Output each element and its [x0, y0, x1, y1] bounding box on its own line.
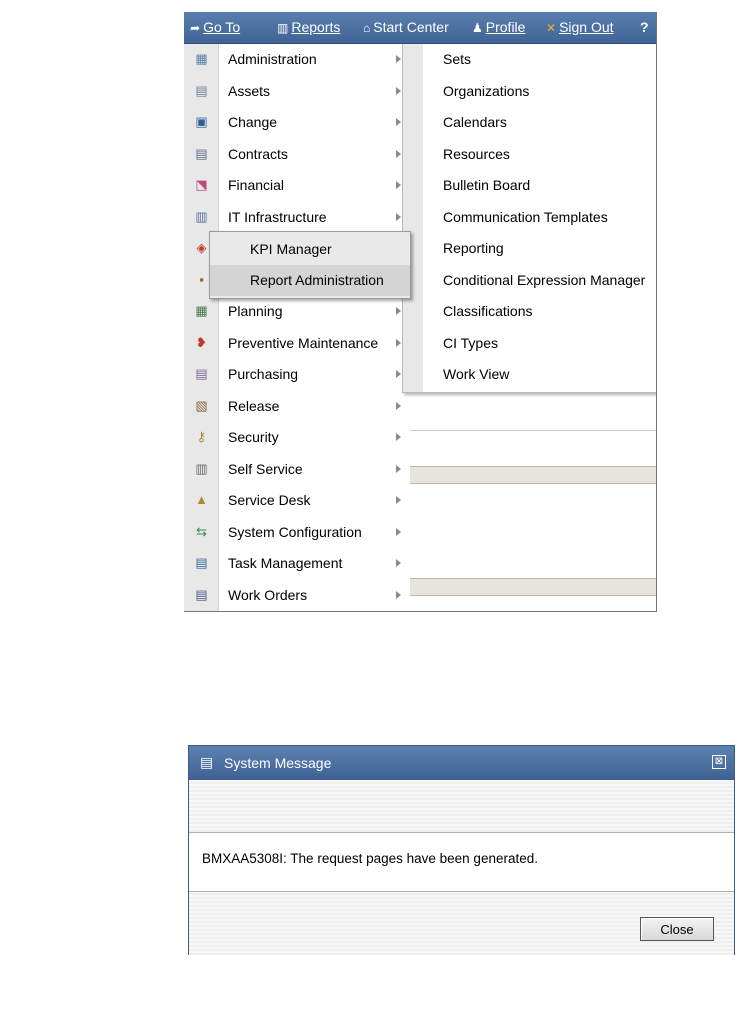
assets-icon: ▤	[195, 82, 208, 98]
kpi-manager-label: KPI Manager	[250, 241, 332, 257]
submenu-item-label: CI Types	[443, 334, 498, 351]
menu-item-self-service[interactable]	[184, 454, 410, 485]
reporting-popup-menu	[209, 231, 411, 299]
submenu-item[interactable]	[423, 76, 657, 107]
submenu-arrow-icon	[396, 339, 401, 347]
submenu-gutter	[403, 44, 423, 392]
submenu-item-label: Work View	[443, 366, 510, 382]
submenu-item-label: Sets	[443, 51, 472, 67]
submenu-arrow-icon	[396, 591, 401, 599]
administration-submenu	[402, 44, 657, 393]
submenu-arrow-icon	[396, 370, 401, 378]
menu-item-label: Task Management	[228, 555, 343, 571]
background-band	[410, 578, 657, 596]
start-center-link[interactable]	[363, 12, 449, 43]
menu-item-kpi-manager[interactable]	[210, 234, 410, 265]
help-label: ?	[640, 19, 649, 35]
menu-item-planning[interactable]	[184, 296, 410, 327]
home-icon: ⌂	[363, 21, 371, 35]
submenu-arrow-icon	[396, 55, 401, 63]
submenu-item[interactable]	[423, 44, 657, 75]
system-message-dialog	[188, 745, 735, 955]
submenu-item[interactable]	[423, 296, 657, 327]
divider	[410, 430, 657, 431]
sign-out-x-icon: ✕	[546, 21, 557, 35]
menu-item-purchasing[interactable]	[184, 359, 410, 390]
profile-person-icon: ♟	[472, 21, 483, 35]
security-key-icon: ⚷	[196, 429, 207, 444]
submenu-item[interactable]	[423, 170, 657, 201]
dialog-footer	[189, 891, 734, 955]
menu-item-report-administration[interactable]	[210, 265, 410, 296]
menu-item-task-management[interactable]	[184, 548, 410, 579]
reports-label: Reports	[291, 19, 341, 35]
administration-icon: ▦	[195, 51, 208, 66]
menu-item-release[interactable]	[184, 391, 410, 422]
work-orders-icon: ▤	[195, 586, 208, 602]
inventory-icon: ▪	[199, 271, 204, 287]
menu-item-service-desk[interactable]	[184, 485, 410, 516]
reports-menu[interactable]	[277, 12, 340, 43]
submenu-item-label: Resources	[443, 145, 510, 162]
reports-chart-icon: ▥	[277, 21, 289, 35]
goto-arrow-icon: ➦	[190, 21, 201, 35]
submenu-item[interactable]	[423, 107, 657, 138]
top-toolbar	[184, 12, 657, 44]
change-icon: ▣	[195, 114, 208, 129]
background-band	[410, 466, 657, 484]
menu-item-label: Administration	[228, 51, 317, 67]
menu-item-financial[interactable]	[184, 170, 410, 201]
submenu-item-label: Bulletin Board	[443, 177, 531, 193]
menu-item-assets[interactable]	[184, 76, 410, 107]
menu-item-label: Planning	[228, 303, 283, 319]
close-icon[interactable]: ⊠	[712, 755, 726, 769]
submenu-item-label: Organizations	[443, 82, 530, 99]
menu-item-contracts[interactable]	[184, 139, 410, 170]
submenu-item[interactable]	[423, 359, 657, 390]
submenu-item[interactable]	[423, 265, 657, 296]
help-link[interactable]	[640, 12, 649, 43]
submenu-arrow-icon	[396, 87, 401, 95]
it-infrastructure-icon: ▥	[195, 208, 208, 224]
contracts-icon: ▤	[195, 145, 208, 161]
submenu-item-label: Conditional Expression Manager	[443, 271, 646, 288]
system-configuration-icon: ⇆	[196, 523, 207, 539]
purchasing-icon: ▤	[195, 366, 208, 381]
submenu-arrow-icon	[396, 559, 401, 567]
start-center-label: Start Center	[373, 19, 449, 35]
submenu-item[interactable]	[423, 202, 657, 233]
menu-item-label: Assets	[228, 82, 271, 99]
message-bubble-icon: ▤	[200, 754, 214, 770]
submenu-item-label: Reporting	[443, 240, 504, 256]
menu-item-preventive-maintenance[interactable]	[184, 328, 410, 359]
submenu-item-label: Calendars	[443, 114, 507, 130]
menu-item-label: Work Orders	[228, 586, 308, 603]
submenu-item[interactable]	[423, 233, 657, 264]
submenu-arrow-icon	[396, 213, 401, 221]
menu-item-work-orders[interactable]	[184, 580, 410, 611]
menu-item-label: Preventive Maintenance	[228, 334, 379, 351]
release-icon: ▧	[195, 397, 208, 413]
profile-menu[interactable]	[472, 12, 525, 43]
task-management-icon: ▤	[195, 555, 208, 570]
menu-item-label: Financial	[228, 177, 285, 193]
menu-item-label: Purchasing	[228, 366, 299, 382]
menu-item-security-key[interactable]	[184, 422, 410, 453]
submenu-arrow-icon	[396, 118, 401, 126]
service-desk-icon: ▲	[195, 492, 208, 507]
dialog-header-band	[189, 780, 734, 833]
submenu-item[interactable]	[423, 139, 657, 170]
financial-icon: ⬔	[195, 177, 208, 192]
goto-menu[interactable]	[190, 12, 240, 43]
submenu-arrow-icon	[396, 181, 401, 189]
submenu-item-label: Classifications	[443, 303, 533, 319]
submenu-item[interactable]	[423, 328, 657, 359]
menu-item-system-configuration[interactable]	[184, 517, 410, 548]
menu-item-label: Self Service	[228, 460, 303, 477]
menu-item-label: Contracts	[228, 145, 288, 162]
menu-item-label: Service Desk	[228, 492, 311, 508]
menu-item-label: Security	[228, 429, 279, 445]
goto-label: Go To	[203, 19, 241, 35]
preventive-maintenance-icon: ❥	[196, 334, 207, 350]
sign-out-label: Sign Out	[559, 19, 614, 35]
submenu-arrow-icon	[396, 465, 401, 473]
submenu-item-label: Communication Templates	[443, 208, 608, 225]
menu-item-label: System Configuration	[228, 523, 362, 540]
dialog-message: BMXAA5308I: The request pages have been generated.	[202, 851, 538, 866]
submenu-arrow-icon	[396, 496, 401, 504]
sign-out-link[interactable]	[546, 12, 614, 43]
self-service-icon: ▥	[195, 460, 208, 476]
submenu-arrow-icon	[396, 402, 401, 410]
submenu-arrow-icon	[396, 433, 401, 441]
menu-item-administration[interactable]	[184, 44, 410, 75]
menu-item-label: Change	[228, 114, 278, 130]
menu-item-change[interactable]	[184, 107, 410, 138]
integration-icon: ◈	[196, 240, 207, 255]
submenu-arrow-icon	[396, 528, 401, 536]
menu-item-it-infrastructure[interactable]	[184, 202, 410, 233]
background-panel	[410, 392, 657, 612]
submenu-arrow-icon	[396, 307, 401, 315]
dialog-title: System Message	[224, 755, 332, 771]
dialog-title-bar	[189, 746, 734, 780]
submenu-arrow-icon	[396, 150, 401, 158]
planning-icon: ▦	[195, 303, 208, 318]
profile-label: Profile	[485, 19, 526, 35]
navigation-screenshot	[184, 12, 657, 612]
menu-item-label: IT Infrastructure	[228, 208, 327, 225]
close-button[interactable]: Close	[640, 917, 714, 941]
menu-item-label: Release	[228, 397, 280, 414]
report-administration-label: Report Administration	[250, 272, 384, 288]
